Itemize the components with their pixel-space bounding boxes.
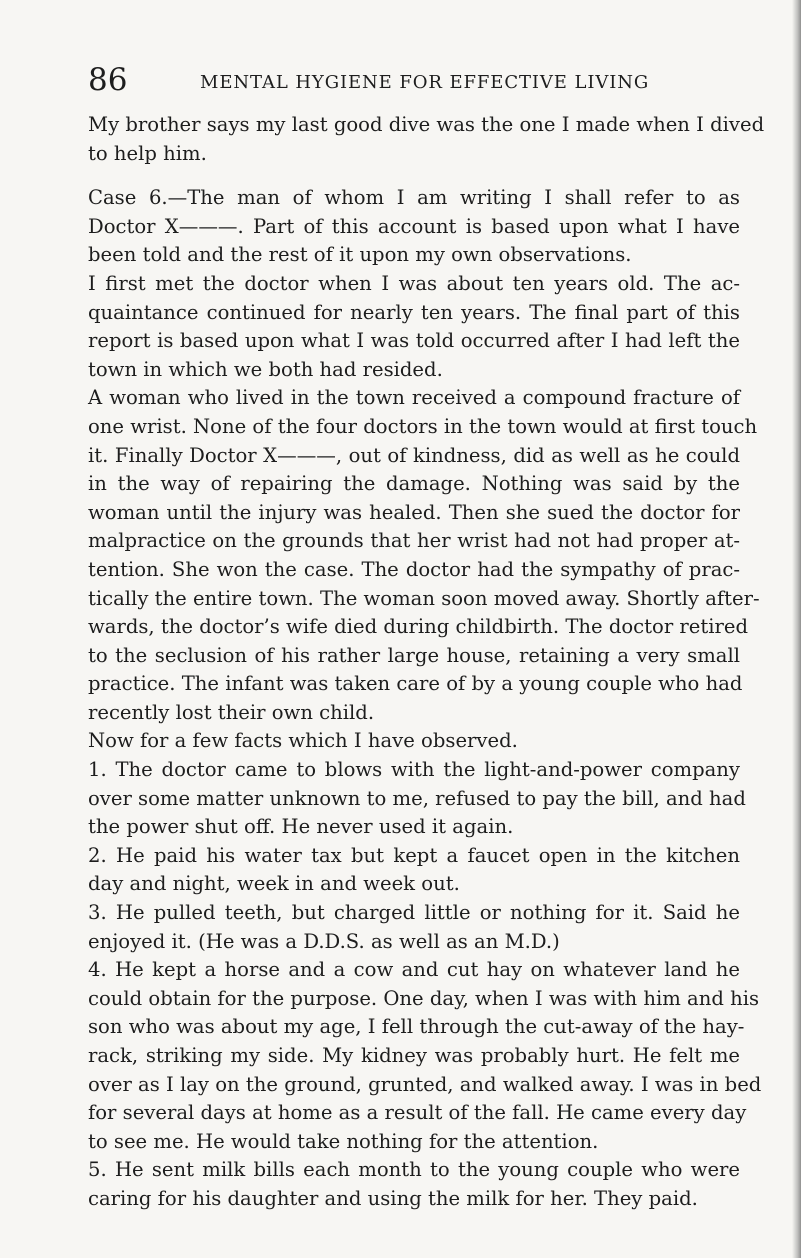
text-line: the power shut off. He never used it again. xyxy=(88,815,514,839)
text-line: over some matter unknown to me, refused to pay the bill, and had xyxy=(88,786,746,810)
page-number: 86 xyxy=(88,62,128,98)
text-line: town in which we both had resided. xyxy=(88,357,443,381)
text-line: woman until the injury was healed. Then she sued the doctor for xyxy=(88,500,740,524)
text-line: 5. He sent milk bills each month to the young couple who were xyxy=(88,1158,740,1182)
text-line: A woman who lived in the town received a compound fracture of xyxy=(88,386,740,410)
text-line: day and night, week in and week out. xyxy=(88,872,460,896)
page-edge-shadow xyxy=(792,0,801,1258)
text-line: Doctor X———. Part of this account is based upon what I have xyxy=(88,214,740,238)
text-line: My brother says my last good dive was the one I made when I dived xyxy=(88,113,765,136)
text-line: over as I lay on the ground, grunted, and walked away. I was in bed xyxy=(88,1072,762,1096)
text-line: rack, striking my side. My kidney was probably hurt. He felt me xyxy=(88,1044,740,1067)
text-line: recently lost their own child. xyxy=(88,700,375,724)
text-line: 4. He kept a horse and a cow and cut hay on whatever land he xyxy=(88,958,740,982)
text-line: quaintance continued for nearly ten years. The final part of this xyxy=(88,300,740,324)
paragraph-gap xyxy=(88,168,740,184)
text-line: report is based upon what I was told occurred after I had left the xyxy=(88,329,740,353)
text-line: tically the entire town. The woman soon moved away. Shortly after- xyxy=(88,586,760,610)
text-line: could obtain for the purpose. One day, when I was with him and his xyxy=(88,986,760,1010)
text-line: to see me. He would take nothing for the attention. xyxy=(88,1129,599,1153)
text-line: caring for his daughter and using the milk for her. They paid. xyxy=(88,1186,698,1210)
text-line: I first met the doctor when I was about ten years old. The ac- xyxy=(88,271,740,295)
text-line: malpractice on the grounds that her wrist had not had proper at- xyxy=(88,529,740,553)
text-line: practice. The infant was taken care of by a young couple who had xyxy=(88,672,743,696)
text-line: Case 6.—The man of whom I am writing I shall refer to as xyxy=(88,186,740,210)
text-line: it. Finally Doctor X———, out of kindness, did as well as he could xyxy=(88,443,740,467)
text-line: wards, the doctor’s wife died during childbirth. The doctor retired xyxy=(88,615,749,639)
text-line: 2. He paid his water tax but kept a faucet open in the kitchen xyxy=(88,843,740,867)
body-text xyxy=(88,111,765,1214)
text-line: son who was about my age, I fell through the cut-away of the hay- xyxy=(88,1015,745,1039)
text-line: to the seclusion of his rather large house, retaining a very small xyxy=(88,643,740,667)
text-line: to help him. xyxy=(88,141,207,165)
text-line: 1. The doctor came to blows with the light-and-power company xyxy=(88,758,740,782)
text-line: tention. She won the case. The doctor had the sympathy of prac- xyxy=(88,557,740,581)
page-header xyxy=(88,60,748,100)
text-line: been told and the rest of it upon my own observations. xyxy=(88,243,632,267)
text-line: for several days at home as a result of the fall. He came every day xyxy=(88,1101,747,1125)
running-head: MENTAL HYGIENE FOR EFFECTIVE LIVING xyxy=(200,72,650,93)
text-line: 3. He pulled teeth, but charged little or nothing for it. Said he xyxy=(88,901,740,925)
text-line: one wrist. None of the four doctors in the town would at first touch xyxy=(88,414,758,438)
text-line: Now for a few facts which I have observed. xyxy=(88,729,518,753)
text-line: in the way of repairing the damage. Nothing was said by the xyxy=(88,472,740,496)
text-line: enjoyed it. (He was a D.D.S. as well as an M.D.) xyxy=(88,929,560,953)
